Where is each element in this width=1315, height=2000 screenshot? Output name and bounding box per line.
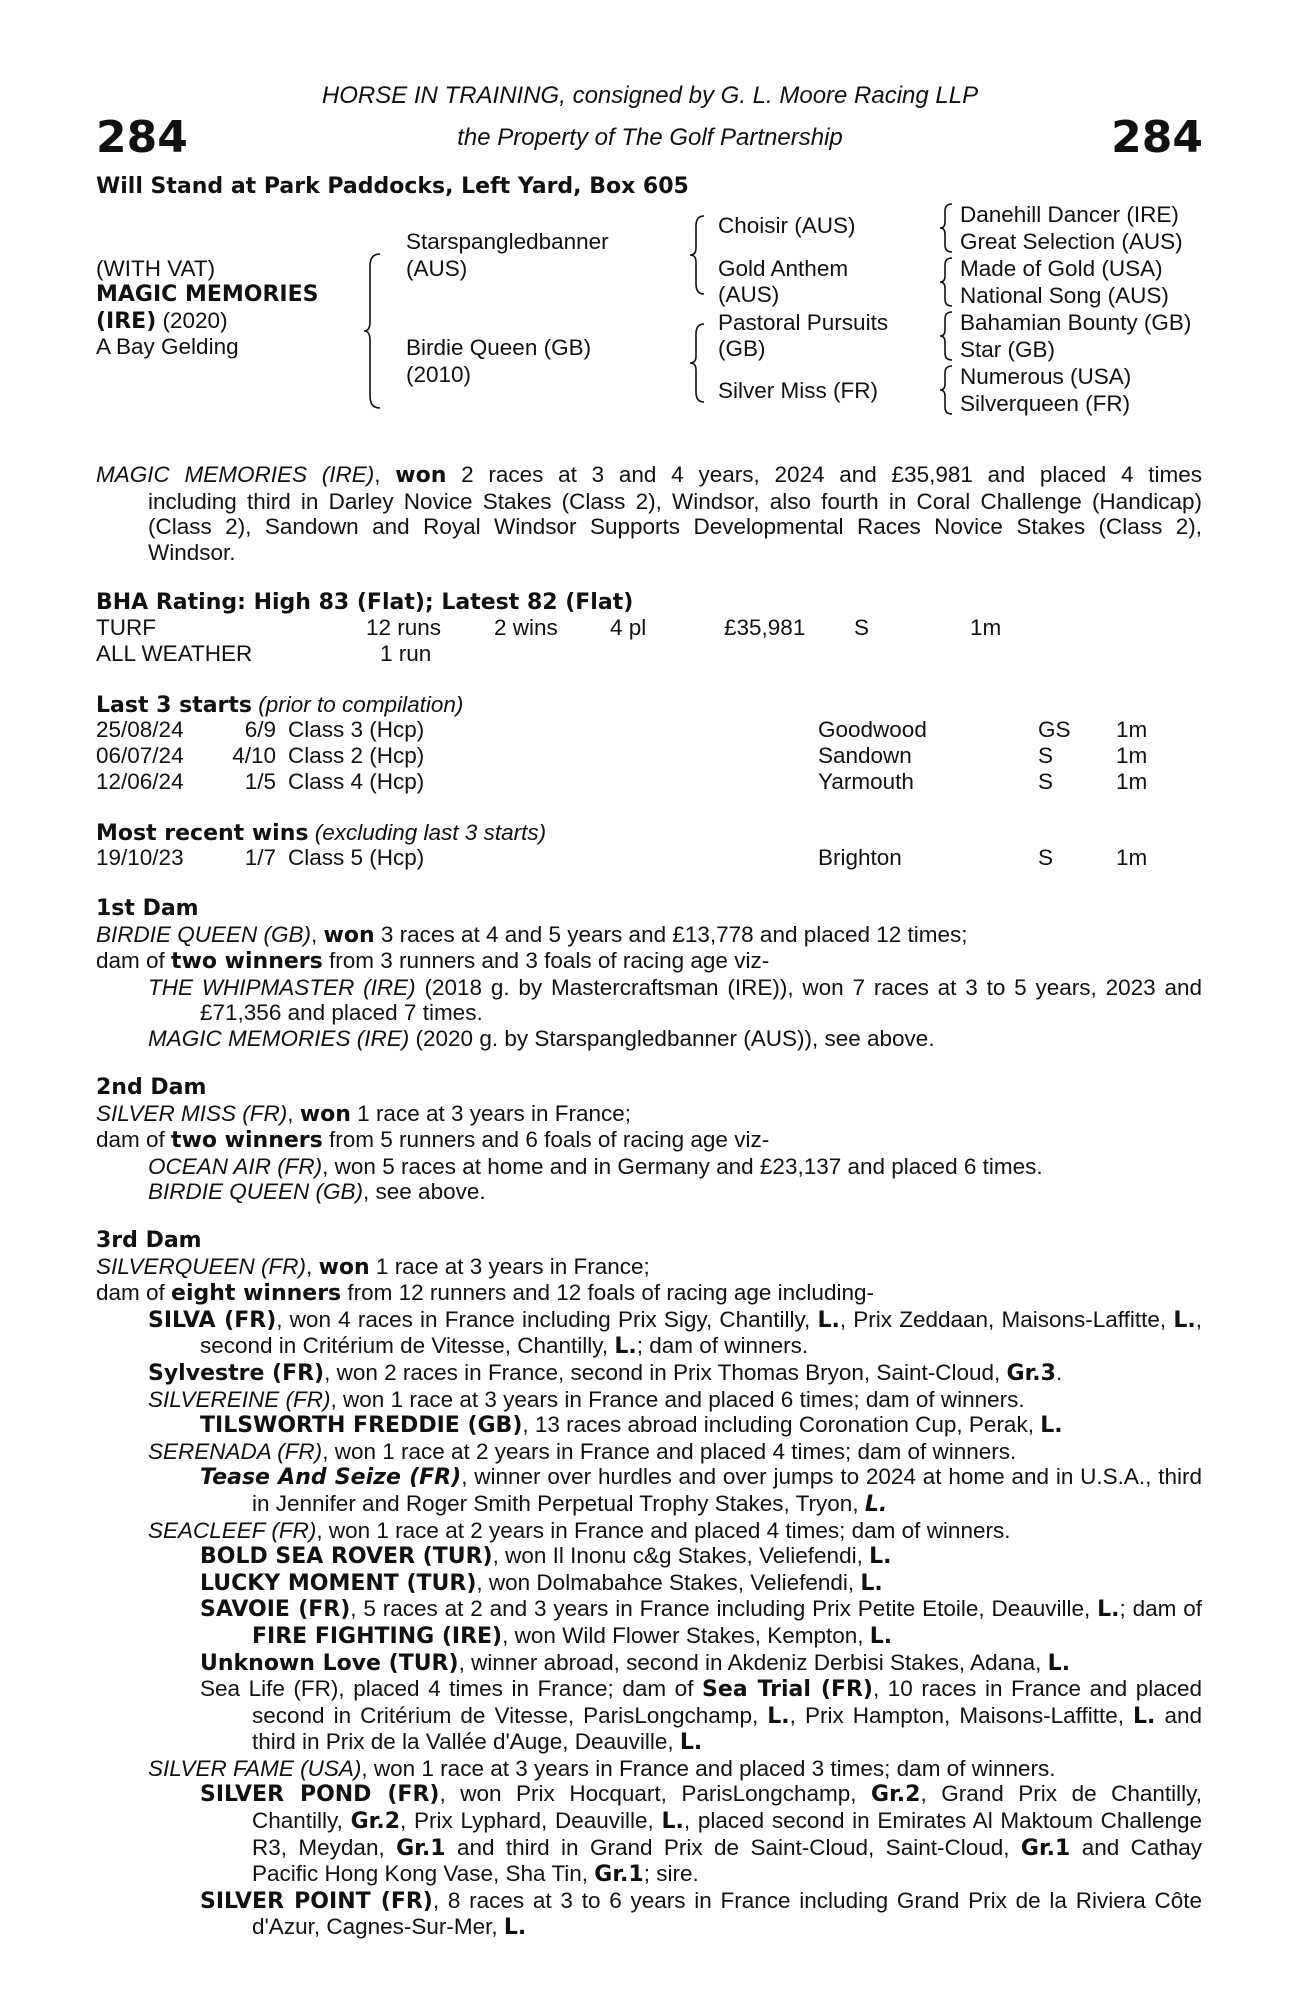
progeny-lucky-moment bbox=[200, 1570, 1202, 1597]
progeny-magic-memories bbox=[148, 1026, 1202, 1052]
win-position: 1/7 bbox=[244, 845, 276, 870]
progeny-text: , Grand Prix de Chantilly, Chantilly, bbox=[252, 1781, 1202, 1834]
progeny-name: BIRDIE QUEEN (GB) bbox=[148, 1179, 364, 1205]
progeny-bold-sea-rover bbox=[200, 1543, 1202, 1570]
progeny-name: Sylvestre (FR) bbox=[148, 1360, 325, 1386]
progeny-name: TILSWORTH FREDDIE (GB) bbox=[200, 1413, 523, 1439]
last3-row-1 bbox=[96, 717, 1196, 743]
third-dam-runners: from 12 runners and 12 foals of racing age including- bbox=[341, 1280, 874, 1306]
pedigree-sdd: National Song (AUS) bbox=[960, 283, 1169, 308]
listed-mark: L. bbox=[1097, 1597, 1120, 1623]
listed-mark: L. bbox=[661, 1809, 684, 1835]
brace-g3-1 bbox=[938, 202, 956, 254]
second-dam-record: 1 race at 3 years in France; bbox=[350, 1100, 632, 1126]
start-class: Class 4 (Hcp) bbox=[288, 769, 425, 794]
progeny-text: , winner over hurdles and over jumps to 2024 at home and in U.S.A., third in Jennifer and Roger Smith Perpetual Trophy Stakes, Tryon, bbox=[252, 1464, 1202, 1516]
progeny-silver-fame bbox=[148, 1756, 1202, 1782]
third-dam-name: SILVERQUEEN (FR) bbox=[96, 1253, 307, 1279]
first-dam-won: won bbox=[323, 922, 375, 948]
win-distance: 1m bbox=[1116, 845, 1148, 870]
first-dam-runners: from 3 runners and 3 foals of racing age viz- bbox=[322, 948, 770, 974]
vat-status: (WITH VAT) bbox=[96, 256, 216, 281]
turf-wins: 2 wins bbox=[494, 615, 558, 640]
first-dam-winners: two winners bbox=[171, 949, 323, 975]
pedigree-dam: Birdie Queen (GB) (2010) bbox=[406, 335, 592, 387]
brace-g3-3 bbox=[938, 310, 956, 362]
progeny-text: , second in Critérium de Vitesse, Chantilly, bbox=[200, 1306, 1202, 1359]
second-dam-won: won bbox=[299, 1101, 351, 1127]
group-mark: Gr.1 bbox=[1020, 1835, 1071, 1861]
horse-description: A Bay Gelding bbox=[96, 334, 239, 359]
first-dam-section: 1st Dam BIRDIE QUEEN (GB), won 3 races at 4 and 5 years and £13,778 and placed 12 times; dam of two winners from 3 runners and 3 foals of racing age viz- THE WHIPMASTER (IRE) (2018 g. by Mastercraftsman (IRE)), won 7 races at 3 to 5 years, 2023 and £71,356 and placed 7 times. MAGIC MEMORIES (IRE) (2020 g. by Starspangledbanner (AUS)), see above. bbox=[96, 896, 1202, 1051]
third-dam-won: won bbox=[318, 1254, 370, 1280]
pedigree-dss: Bahamian Bounty (GB) bbox=[960, 310, 1192, 335]
pedigree-sire-sire: Choisir (AUS) bbox=[718, 213, 856, 238]
turf-distance: 1m bbox=[970, 615, 1002, 640]
second-dam-heading: 2nd Dam bbox=[96, 1075, 207, 1100]
progeny-text: Sea Life (FR), placed 4 times in France; dam of bbox=[200, 1676, 702, 1702]
last3-row-3 bbox=[96, 769, 1196, 795]
progeny-text: , won Il Inonu c&g Stakes, Veliefendi, bbox=[492, 1543, 870, 1569]
last3-heading bbox=[96, 692, 463, 718]
start-going: S bbox=[1038, 769, 1054, 794]
progeny-name: SAVOIE (FR) bbox=[200, 1597, 351, 1623]
lot-number-left: 284 bbox=[96, 112, 188, 163]
progeny-serenada bbox=[148, 1439, 1202, 1465]
start-distance: 1m bbox=[1116, 769, 1148, 794]
progeny-silvereine bbox=[148, 1387, 1202, 1413]
progeny-text: and third in Grand Prix de Saint-Cloud, Saint-Cloud, bbox=[445, 1834, 1021, 1860]
progeny-text: , see above. bbox=[363, 1179, 486, 1205]
progeny-text: (2018 g. by Mastercraftsman (IRE)), won 7 races at 3 to 5 years, 2023 and £71,356 and placed 7 times. bbox=[200, 974, 1202, 1026]
start-class: Class 3 (Hcp) bbox=[288, 717, 425, 742]
progeny-text: ; dam of winners. bbox=[636, 1333, 809, 1359]
pedigree-dds: Numerous (USA) bbox=[960, 364, 1132, 389]
start-position: 6/9 bbox=[244, 717, 276, 742]
progeny-text: , won Dolmabahce Stakes, Veliefendi, bbox=[476, 1569, 861, 1595]
progeny-text: . bbox=[1055, 1359, 1063, 1385]
progeny-text: , won 1 race at 3 years in France and placed 6 times; dam of winners. bbox=[330, 1386, 1025, 1412]
group-mark: Gr.1 bbox=[396, 1835, 446, 1861]
progeny-tilsworth-freddie bbox=[200, 1412, 1202, 1439]
group-mark: Gr.1 bbox=[594, 1862, 644, 1888]
progeny-ocean-air bbox=[148, 1154, 1202, 1180]
pedigree-sire: Starspangledbanner (AUS) bbox=[406, 229, 609, 281]
stand-location: Will Stand at Park Paddocks, Left Yard, Box 605 bbox=[96, 174, 689, 199]
start-going: GS bbox=[1038, 717, 1071, 742]
summary-horse-name: MAGIC MEMORIES (IRE) bbox=[96, 462, 375, 487]
progeny-text: , 10 races in France and placed second in Critérium de Vitesse, ParisLongchamp, bbox=[252, 1676, 1202, 1728]
start-course: Sandown bbox=[818, 743, 912, 768]
progeny-text: , Prix Hampton, Maisons-Laffitte, bbox=[789, 1702, 1134, 1728]
recent-wins-heading bbox=[96, 820, 546, 846]
progeny-text: , Prix Zeddaan, Maisons-Laffitte, bbox=[839, 1306, 1174, 1332]
third-dam-record: 1 race at 3 years in France; bbox=[369, 1253, 650, 1279]
third-dam-section: 3rd Dam SILVERQUEEN (FR), won 1 race at 3 years in France; dam of eight winners from 12 runners and 12 foals of racing age including- SILVA (FR), won 4 races in France including Prix Sigy, Chantilly, L., Prix Zeddaan, Maisons-Laffitte, L., second in Critérium de Vitesse, Chantilly, L.; dam of winners. Sylvestre (FR), won 2 races in France, second in Prix Thomas Bryon, Saint-Cloud, Gr.3. SILVEREINE (FR), won 1 race at 3 years in France and placed 6 times; dam of winners. TILSWORTH FREDDIE (GB), 13 races abroad including Coronation Cup, Perak, L. SERENADA (FR), won 1 race at 2 years in France and placed 4 times; dam of winners. Tease And Seize (FR), winner over hurdles and over jumps to 2024 at home and in U.S.A., third in Jennifer and Roger Smith Perpetual Trophy Stakes, Tryon, L. SEACLEEF (FR), won 1 race at 2 years in France and placed 4 times; dam of winners. BOLD SEA ROVER (TUR), won Il Inonu c&g Stakes, Veliefendi, L. LUCKY MOMENT (TUR), won Dolmabahce Stakes, Veliefendi, L. SAVOIE (FR), 5 races at 2 and 3 years in France including Prix Petite Etoile, Deauville, L.; dam of FIRE FIGHTING (IRE), won Wild Flower Stakes, Kempton, L. Unknown Love (TUR), winner abroad, second in Akdeniz Derbisi Stakes, Adana, L. Sea Life (FR), placed 4 times in France; dam of Sea Trial (FR), 10 races in France and placed second in Critérium de Vitesse, ParisLongchamp, L., Prix Hampton, Maisons-Laffitte, L. and third in Prix de la Vallée d'Auge, Deauville, L. SILVER FAME (USA), won 1 race at 3 years in France and placed 3 times; dam of winners. SILVER POND (FR), won Prix Hocquart, ParisLongchamp, Gr.2, Grand Prix de Chantilly, Chantilly, Gr.2, Prix Lyphard, Deauville, L., placed second in Emirates Al Maktoum Challenge R3, Meydan, Gr.1 and third in Grand Prix de Saint-Cloud, Saint-Cloud, Gr.1 and Cathay Pacific Hong Kong Vase, Sha Tin, Gr.1; sire. SILVER POINT (FR), 8 races at 3 to 6 years in France including Grand Prix de la Riviera Côte d'Azur, Cagnes-Sur-Mer, L. bbox=[96, 1228, 1203, 1941]
progeny-seacleef bbox=[148, 1518, 1202, 1544]
progeny-birdie-queen bbox=[148, 1179, 1202, 1205]
start-course: Yarmouth bbox=[818, 769, 914, 794]
progeny-silva bbox=[148, 1307, 1202, 1360]
pedigree-dam-dam: Silver Miss (FR) bbox=[718, 378, 878, 403]
progeny-name: MAGIC MEMORIES (IRE) bbox=[148, 1025, 410, 1051]
progeny-text: , won Prix Hocquart, ParisLongchamp, bbox=[439, 1781, 872, 1807]
summary-rest: including third in Darley Novice Stakes (Class 2), Windsor, also fourth in Coral Challenge (Handicap) (Class 2), Sandown and Royal Windsor Supports Developmental Races Novice Stakes (Class 2), Windsor. bbox=[148, 488, 1202, 565]
progeny-name: SILVER FAME (USA) bbox=[148, 1755, 362, 1781]
dam-of-label: dam of bbox=[96, 948, 172, 974]
listed-mark: L. bbox=[1047, 1650, 1071, 1676]
listed-mark: L. bbox=[614, 1334, 637, 1360]
second-dam-runners: from 5 runners and 6 foals of racing age viz- bbox=[322, 1127, 770, 1153]
win-going: S bbox=[1038, 845, 1054, 870]
listed-mark: L. bbox=[1133, 1703, 1156, 1729]
turf-going: S bbox=[854, 615, 870, 640]
brace-g3-2 bbox=[938, 256, 956, 308]
first-dam-record: 3 races at 4 and 5 years and £13,778 and placed 12 times; bbox=[374, 921, 968, 947]
group-mark: Gr.2 bbox=[871, 1782, 921, 1808]
second-dam-section: 2nd Dam SILVER MISS (FR), won 1 race at 3 years in France; dam of two winners from 5 runners and 6 foals of racing age viz- OCEAN AIR (FR), won 5 races at home and in Germany and £23,137 and placed 6 times. BIRDIE QUEEN (GB), see above. bbox=[96, 1075, 1202, 1205]
dam-of-label: dam of bbox=[96, 1280, 172, 1306]
pedigree-sire-dam: Gold Anthem (AUS) bbox=[718, 256, 849, 307]
progeny-name: SILVA (FR) bbox=[148, 1307, 277, 1333]
progeny-whipmaster bbox=[148, 975, 1202, 1026]
progeny-text: and third in Prix de la Vallée d'Auge, Deauville, bbox=[252, 1702, 1202, 1755]
start-date: 06/07/24 bbox=[96, 743, 184, 768]
group-mark: Gr.3 bbox=[1006, 1360, 1056, 1386]
turf-placed: 4 pl bbox=[610, 615, 647, 640]
progeny-text: ; sire. bbox=[643, 1861, 699, 1887]
race-summary: MAGIC MEMORIES (IRE), won 2 races at 3 and 4 years, 2024 and £35,981 and placed 4 times including third in Darley Novice Stakes (Class 2), Windsor, also fourth in Coral Challenge (Handicap) (Class 2), Sandown and Royal Windsor Supports Developmental Races Novice Stakes (Class 2), Windsor. bbox=[96, 462, 1202, 565]
progeny-name: Sea Trial (FR) bbox=[702, 1677, 873, 1703]
third-dam-winners: eight winners bbox=[171, 1281, 342, 1307]
progeny-name: SILVER POND (FR) bbox=[200, 1782, 440, 1808]
progeny-text: , 8 races at 3 to 6 years in France including Grand Prix de la Riviera Côte d'Azur, Cagnes-Sur-Mer, bbox=[252, 1887, 1202, 1940]
listed-mark: L. bbox=[1173, 1307, 1196, 1333]
progeny-sea-life bbox=[200, 1676, 1202, 1756]
start-distance: 1m bbox=[1116, 743, 1148, 768]
listed-mark: L. bbox=[860, 1570, 883, 1596]
aw-surface: ALL WEATHER bbox=[96, 641, 253, 666]
progeny-unknown-love bbox=[200, 1650, 1202, 1677]
recent-note: (excluding last 3 starts) bbox=[308, 820, 547, 845]
first-dam-name: BIRDIE QUEEN (GB) bbox=[96, 921, 312, 947]
listed-mark: L. bbox=[1040, 1413, 1063, 1439]
pedigree-sss: Danehill Dancer (IRE) bbox=[960, 202, 1179, 227]
group-mark: Gr.2 bbox=[350, 1809, 401, 1835]
start-date: 25/08/24 bbox=[96, 717, 184, 742]
progeny-text: , Prix Lyphard, Deauville, bbox=[400, 1808, 662, 1834]
third-dam-heading: 3rd Dam bbox=[96, 1228, 202, 1253]
listed-mark: L. bbox=[503, 1915, 527, 1941]
last3-row-2 bbox=[96, 743, 1196, 769]
progeny-text: , won 1 race at 2 years in France and placed 4 times; dam of winners. bbox=[322, 1438, 1017, 1464]
listed-mark: L. bbox=[817, 1307, 840, 1333]
listed-mark: L. bbox=[767, 1703, 790, 1729]
horse-name: MAGIC MEMORIES bbox=[96, 282, 319, 307]
progeny-silver-pond bbox=[200, 1781, 1202, 1887]
progeny-name: SERENADA (FR) bbox=[148, 1438, 323, 1464]
progeny-name: THE WHIPMASTER (IRE) bbox=[148, 974, 416, 1000]
horse-country-year bbox=[96, 308, 228, 334]
progeny-text: , placed second in Emirates Al Maktoum Challenge R3, Meydan, bbox=[252, 1808, 1203, 1860]
last3-note: (prior to compilation) bbox=[252, 692, 464, 717]
progeny-text: , won 1 race at 2 years in France and placed 4 times; dam of winners. bbox=[316, 1517, 1011, 1543]
second-dam-winners: two winners bbox=[171, 1128, 323, 1154]
start-class: Class 2 (Hcp) bbox=[288, 743, 425, 768]
horse-country: (IRE) bbox=[96, 309, 157, 334]
recent-title: Most recent wins bbox=[96, 821, 309, 846]
progeny-text: , won 2 races in France, second in Prix Thomas Bryon, Saint-Cloud, bbox=[324, 1359, 1007, 1385]
turf-surface: TURF bbox=[96, 615, 156, 640]
turf-runs: 12 runs bbox=[366, 615, 442, 640]
turf-prize: £35,981 bbox=[724, 615, 806, 640]
listed-mark: L. bbox=[869, 1623, 893, 1649]
pedigree-brace-main bbox=[362, 252, 386, 410]
start-position: 4/10 bbox=[232, 743, 276, 768]
start-position: 1/5 bbox=[244, 769, 276, 794]
aw-runs: 1 run bbox=[380, 641, 432, 666]
progeny-text: , won Wild Flower Stakes, Kempton, bbox=[502, 1622, 870, 1648]
consignor-line: HORSE IN TRAINING, consigned by G. L. Moore Racing LLP bbox=[321, 82, 979, 109]
property-line: the Property of The Golf Partnership bbox=[457, 124, 843, 151]
progeny-name: FIRE FIGHTING (IRE) bbox=[252, 1623, 503, 1649]
pedigree-dam-sire: Pastoral Pursuits (GB) bbox=[718, 310, 889, 361]
progeny-text: , 13 races abroad including Coronation Cup, Perak, bbox=[522, 1412, 1041, 1438]
listed-mark: L. bbox=[864, 1491, 888, 1517]
summary-won: won bbox=[395, 463, 447, 488]
progeny-name: BOLD SEA ROVER (TUR) bbox=[200, 1544, 493, 1570]
win-date: 19/10/23 bbox=[96, 845, 184, 870]
start-going: S bbox=[1038, 743, 1054, 768]
progeny-name: SEACLEEF (FR) bbox=[148, 1517, 317, 1543]
progeny-text: , winner abroad, second in Akdeniz Derbisi Stakes, Adana, bbox=[458, 1649, 1048, 1675]
progeny-name: LUCKY MOMENT (TUR) bbox=[200, 1570, 477, 1596]
second-dam-name: SILVER MISS (FR) bbox=[96, 1100, 288, 1126]
listed-mark: L. bbox=[679, 1730, 703, 1756]
progeny-tease-and-seize bbox=[200, 1464, 1202, 1517]
bha-rating: BHA Rating: High 83 (Flat); Latest 82 (Flat) bbox=[96, 590, 634, 615]
turf-record bbox=[96, 615, 1196, 641]
progeny-name: SILVER POINT (FR) bbox=[200, 1888, 433, 1914]
progeny-name: Tease And Seize (FR) bbox=[200, 1465, 462, 1491]
start-date: 12/06/24 bbox=[96, 769, 184, 794]
last3-title: Last 3 starts bbox=[96, 693, 253, 718]
progeny-text: ; dam of bbox=[1119, 1596, 1203, 1622]
start-course: Goodwood bbox=[818, 717, 927, 742]
aw-record bbox=[96, 641, 1196, 667]
progeny-savoie bbox=[200, 1596, 1202, 1649]
recent-win-row bbox=[96, 845, 1196, 871]
horse-year: (2020) bbox=[156, 308, 228, 333]
pedigree-brace-dam bbox=[688, 322, 708, 404]
progeny-text: , won 5 races at home and in Germany and £23,137 and placed 6 times. bbox=[322, 1153, 1043, 1179]
pedigree-ddd: Silverqueen (FR) bbox=[960, 391, 1131, 416]
win-class: Class 5 (Hcp) bbox=[288, 845, 425, 870]
pedigree-dsd: Star (GB) bbox=[960, 337, 1056, 362]
progeny-text: , won 4 races in France including Prix Sigy, Chantilly, bbox=[276, 1306, 818, 1332]
lot-number-right: 284 bbox=[1111, 112, 1203, 163]
win-course: Brighton bbox=[818, 845, 902, 870]
brace-g3-4 bbox=[938, 364, 956, 416]
progeny-text: (2020 g. by Starspangledbanner (AUS)), see above. bbox=[409, 1025, 935, 1051]
progeny-name: SILVEREINE (FR) bbox=[148, 1386, 331, 1412]
pedigree-sds: Made of Gold (USA) bbox=[960, 256, 1163, 281]
progeny-name: Unknown Love (TUR) bbox=[200, 1650, 459, 1676]
first-dam-heading: 1st Dam bbox=[96, 896, 199, 921]
dam-of-label: dam of bbox=[96, 1127, 172, 1153]
listed-mark: L. bbox=[869, 1544, 892, 1570]
progeny-text: and Cathay Pacific Hong Kong Vase, Sha Tin, bbox=[252, 1834, 1202, 1887]
start-distance: 1m bbox=[1116, 717, 1148, 742]
progeny-silver-point bbox=[200, 1888, 1202, 1941]
progeny-sylvestre bbox=[148, 1360, 1202, 1387]
progeny-text: , won 1 race at 3 years in France and placed 3 times; dam of winners. bbox=[361, 1755, 1056, 1781]
progeny-name: OCEAN AIR (FR) bbox=[148, 1153, 323, 1179]
pedigree-brace-sire bbox=[688, 214, 708, 296]
progeny-text: , 5 races at 2 and 3 years in France including Prix Petite Etoile, Deauville, bbox=[350, 1596, 1098, 1622]
pedigree-ssd: Great Selection (AUS) bbox=[960, 229, 1183, 254]
summary-line1: 2 races at 3 and 4 years, 2024 and £35,981 and placed 4 times bbox=[446, 462, 1202, 487]
